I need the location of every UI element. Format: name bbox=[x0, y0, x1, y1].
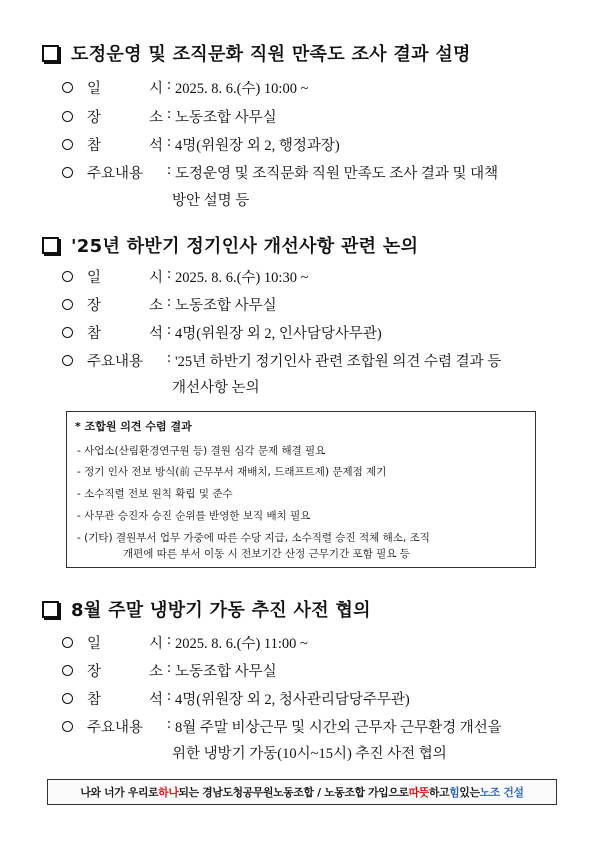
section-1-row-content bbox=[62, 162, 498, 183]
value-date: 2025. 8. 6.(수) 11:00 ~ bbox=[175, 636, 308, 652]
section-1-row-date bbox=[62, 77, 308, 98]
note-item: - 정기 인사 전보 방식(前 근무부서 재배치, 드래프트제) 문제점 제기 bbox=[77, 466, 387, 478]
note-item: - 사무관 승진자 승진 순위를 반영한 보직 배치 필요 bbox=[77, 510, 311, 522]
circle-bullet-icon bbox=[62, 111, 73, 122]
colon: : bbox=[166, 322, 172, 338]
colon: : bbox=[166, 106, 172, 122]
section-1-row-place bbox=[62, 106, 277, 127]
slogan-highlight: 힘 bbox=[449, 785, 460, 799]
label-date: 일 시 bbox=[87, 270, 163, 286]
value-content: '25년 하반기 정기인사 관련 조합원 의견 수렴 결과 등 bbox=[175, 354, 502, 370]
label-date: 일 시 bbox=[87, 81, 163, 97]
slogan-highlight: 따뜻 bbox=[408, 785, 429, 799]
section-3-row-attendees bbox=[62, 688, 410, 709]
value-content: 도정운영 및 조직문화 직원 만족도 조사 결과 및 대책 bbox=[175, 166, 499, 182]
label-attendees: 참 석 bbox=[87, 326, 163, 342]
square-bullet-icon bbox=[42, 601, 59, 618]
colon: : bbox=[166, 688, 172, 704]
slogan-part: 나와 너가 우리로 bbox=[80, 785, 159, 799]
opinion-results-box bbox=[66, 411, 536, 568]
label-attendees: 참 석 bbox=[87, 692, 163, 708]
section-3-row-date bbox=[62, 632, 308, 653]
value-date: 2025. 8. 6.(수) 10:00 ~ bbox=[175, 81, 309, 97]
circle-bullet-icon bbox=[62, 355, 73, 366]
section-2-row-attendees bbox=[62, 322, 382, 343]
value-attendees: 4명(위원장 외 2, 인사담당사무관) bbox=[175, 326, 382, 342]
circle-bullet-icon bbox=[62, 721, 73, 732]
label-place: 장 소 bbox=[87, 298, 163, 314]
slogan-highlight: 하나 bbox=[158, 785, 179, 799]
slogan-part: 있는 bbox=[459, 785, 480, 799]
value-attendees: 4명(위원장 외 2, 행정과장) bbox=[175, 138, 340, 154]
circle-bullet-icon bbox=[62, 637, 73, 648]
colon: : bbox=[166, 716, 172, 732]
circle-bullet-icon bbox=[62, 299, 73, 310]
colon: : bbox=[166, 294, 172, 310]
colon: : bbox=[166, 77, 172, 93]
value-place: 노동조합 사무실 bbox=[175, 664, 277, 680]
label-date: 일 시 bbox=[87, 636, 163, 652]
section-2-title-text: '25년 하반기 정기인사 개선사항 관련 논의 bbox=[71, 236, 419, 257]
circle-bullet-icon bbox=[62, 82, 73, 93]
note-item: - (기타) 결원부서 업무 가중에 따른 수당 지급, 소수직렬 승진 적체 해소, 조직 bbox=[77, 532, 430, 544]
section-1-title bbox=[42, 40, 471, 66]
square-bullet-icon bbox=[42, 237, 59, 254]
colon: : bbox=[166, 350, 172, 366]
circle-bullet-icon bbox=[62, 665, 73, 676]
union-slogan-banner bbox=[47, 779, 557, 805]
label-attendees: 참 석 bbox=[87, 138, 163, 154]
note-heading: * 조합원 의견 수렴 결과 bbox=[75, 420, 192, 433]
section-3-row-content bbox=[62, 716, 502, 737]
section-2-row-date bbox=[62, 266, 308, 287]
note-item: - 소수직렬 전보 원칙 확립 및 준수 bbox=[77, 488, 233, 500]
value-content-cont: 위한 냉방기 가동(10시~15시) 추진 사전 협의 bbox=[172, 746, 447, 762]
value-content-cont: 방안 설명 등 bbox=[172, 193, 250, 209]
slogan-highlight: 노조 건설 bbox=[479, 785, 524, 799]
value-date: 2025. 8. 6.(수) 10:30 ~ bbox=[175, 270, 309, 286]
section-3-row-place bbox=[62, 660, 277, 681]
square-bullet-icon bbox=[42, 45, 59, 62]
slogan-part: 되는 경남도청공무원노동조합 / 노동조합 가입으로 bbox=[178, 785, 409, 799]
value-place: 노동조합 사무실 bbox=[175, 298, 277, 314]
value-content: 8월 주말 비상근무 및 시간외 근무자 근무환경 개선을 bbox=[175, 720, 502, 736]
section-1-title-text: 도정운영 및 조직문화 직원 만족도 조사 결과 설명 bbox=[71, 44, 471, 65]
colon: : bbox=[166, 632, 172, 648]
slogan-part: 하고 bbox=[428, 785, 450, 799]
section-2-row-content bbox=[62, 350, 501, 371]
section-3-title-text: 8월 주말 냉방기 가동 추진 사전 협의 bbox=[71, 600, 371, 621]
section-3-title bbox=[42, 596, 371, 622]
label-place: 장 소 bbox=[87, 664, 163, 680]
section-2-title bbox=[42, 232, 418, 258]
section-2-row-place bbox=[62, 294, 277, 315]
value-content-cont: 개선사항 논의 bbox=[172, 380, 260, 396]
note-item-cont: 개편에 따른 부서 이동 시 전보기간 산정 근무기간 포함 필요 등 bbox=[123, 548, 410, 560]
value-attendees: 4명(위원장 외 2, 청사관리담당주무관) bbox=[175, 692, 410, 708]
note-item: - 사업소(산림환경연구원 등) 결원 심각 문제 해결 필요 bbox=[77, 445, 326, 457]
label-content: 주요내용 bbox=[87, 720, 144, 736]
circle-bullet-icon bbox=[62, 693, 73, 704]
colon: : bbox=[166, 134, 172, 150]
colon: : bbox=[166, 660, 172, 676]
circle-bullet-icon bbox=[62, 139, 73, 150]
section-1-row-attendees bbox=[62, 134, 340, 155]
label-content: 주요내용 bbox=[87, 354, 144, 370]
value-place: 노동조합 사무실 bbox=[175, 110, 277, 126]
circle-bullet-icon bbox=[62, 167, 73, 178]
circle-bullet-icon bbox=[62, 271, 73, 282]
label-content: 주요내용 bbox=[87, 166, 144, 182]
circle-bullet-icon bbox=[62, 327, 73, 338]
colon: : bbox=[166, 162, 172, 178]
label-place: 장 소 bbox=[87, 110, 163, 126]
colon: : bbox=[166, 266, 172, 282]
